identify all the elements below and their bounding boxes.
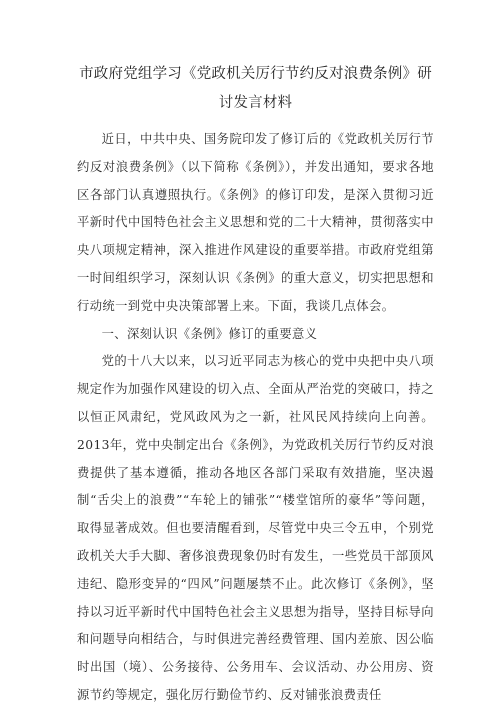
document-body xyxy=(77,126,434,710)
document-title: 市政府党组学习《党政机关厉行节约反对浪费条例》研讨发言材料 xyxy=(79,66,432,111)
section-heading: 一、深刻认识《条例》修订的重要意义 xyxy=(101,326,318,341)
section-paragraph: 党的十八大以来，以习近平同志为核心的党中央把中央八项规定作为加强作风建设的切入点、全面从严治党的突破口，持之以恒正风肃纪，党风政风为之一新，社风民风持续向上向善。2013年，党中央制定出台《条例》，为党政机关厉行节约反对浪费提供了基本遵循，推动各地区各部门采取有效措施，坚决遏制“舌尖上的浪费”“车轮上的铺张”“楼堂馆所的豪华”等问题，取得显著成效。但也要清醒看到，尽管党中央三令五申，个别党政机关大手大脚、奢侈浪费现象仍时有发生，一些党员干部顶风违纪、隐形变异的“四风”问题屡禁不止。此次修订《条例》，坚持以习近平新时代中国特色社会主义思想为指导，坚持目标导向和问题导向相结合，与时俱进完善经费管理、国内差旅、因公临时出国（境）、公务接待、公务用车、会议活动、办公用房、资源节约等规定，强化厉行勤俭节约、反对铺张浪费责任 xyxy=(77,354,434,702)
intro-paragraph: 近日，中共中央、国务院印发了修订后的《党政机关厉行节约反对浪费条例》（以下简称《条例》），并发出通知，要求各地区各部门认真遵照执行。《条例》的修订印发，是深入贯彻习近平新时代中国特色社会主义思想和党的二十大精神，贯彻落实中央八项规定精神，深入推进作风建设的重要举措。市政府党组第一时间组织学习，深刻认识《条例》的重大意义，切实把思想和行动统一到党中央决策部署上来。下面，我谈几点体会。 xyxy=(77,132,434,313)
